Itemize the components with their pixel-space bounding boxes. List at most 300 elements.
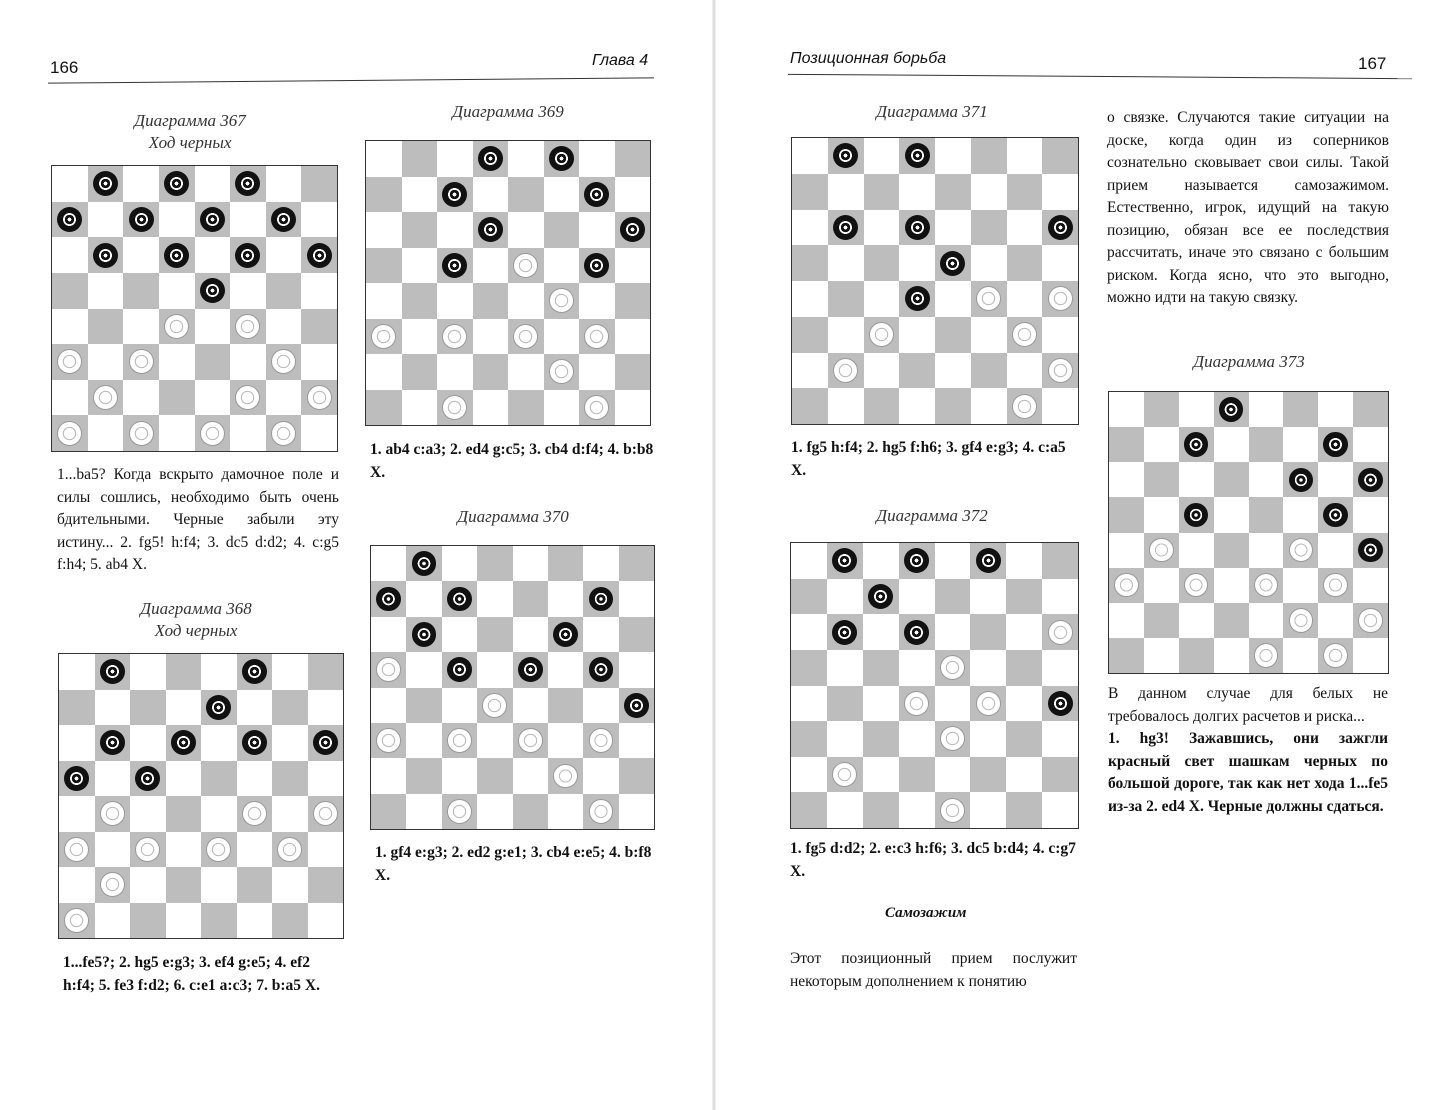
white-checker bbox=[584, 324, 609, 349]
board-square bbox=[583, 652, 618, 687]
diagram-373-caption: Диаграмма 373 bbox=[1193, 352, 1305, 371]
white-checker bbox=[1048, 620, 1073, 645]
diagram-373-intro: В данном случае для белых не требовалось долгих расчетов и риска... bbox=[1108, 685, 1388, 725]
board-square bbox=[402, 141, 438, 177]
board-square bbox=[266, 237, 302, 273]
board-square bbox=[899, 210, 935, 246]
board-square bbox=[1318, 427, 1353, 462]
board-square bbox=[88, 344, 124, 380]
white-checker bbox=[904, 691, 929, 716]
board-square bbox=[473, 141, 509, 177]
board-square bbox=[477, 546, 512, 581]
black-checker bbox=[313, 730, 338, 755]
black-checker bbox=[478, 217, 503, 242]
board-square bbox=[548, 617, 583, 652]
black-checker bbox=[235, 243, 260, 268]
black-checker bbox=[976, 548, 1001, 573]
black-checker bbox=[412, 551, 437, 576]
board-square bbox=[166, 832, 202, 868]
board-square bbox=[1283, 427, 1318, 462]
board-square bbox=[59, 867, 95, 903]
board-square bbox=[828, 353, 864, 389]
board-square bbox=[1249, 638, 1284, 673]
board-square bbox=[935, 543, 971, 579]
board-square bbox=[237, 761, 273, 797]
board-square bbox=[899, 388, 935, 424]
board-square bbox=[619, 723, 654, 758]
white-checker bbox=[869, 322, 894, 347]
board-square bbox=[863, 614, 899, 650]
white-checker bbox=[206, 837, 231, 862]
board-square bbox=[827, 721, 863, 757]
board-square bbox=[477, 794, 512, 829]
board-square bbox=[308, 867, 344, 903]
board-square bbox=[1006, 543, 1042, 579]
board-square bbox=[195, 202, 231, 238]
white-checker bbox=[271, 421, 296, 446]
board-square bbox=[579, 319, 615, 355]
board-square bbox=[301, 415, 337, 451]
board-square bbox=[1214, 603, 1249, 638]
board-square bbox=[615, 212, 651, 248]
board-square bbox=[272, 867, 308, 903]
board-square bbox=[308, 796, 344, 832]
board-square bbox=[935, 174, 971, 210]
board-square bbox=[548, 652, 583, 687]
board-square bbox=[402, 177, 438, 213]
board-square bbox=[615, 248, 651, 284]
board-square bbox=[1006, 757, 1042, 793]
board-square bbox=[230, 344, 266, 380]
board-square bbox=[1179, 497, 1214, 532]
board-square bbox=[1353, 462, 1388, 497]
board-square bbox=[615, 283, 651, 319]
board-square bbox=[513, 546, 548, 581]
board-square bbox=[548, 794, 583, 829]
board-square bbox=[828, 210, 864, 246]
board-square bbox=[366, 319, 402, 355]
white-checker bbox=[447, 799, 472, 824]
board-square bbox=[619, 546, 654, 581]
board-square bbox=[266, 380, 302, 416]
board-square bbox=[508, 212, 544, 248]
board-square bbox=[477, 723, 512, 758]
board-square bbox=[402, 319, 438, 355]
board-square bbox=[1283, 568, 1318, 603]
board-square bbox=[828, 174, 864, 210]
board-square bbox=[230, 273, 266, 309]
board-square bbox=[791, 579, 827, 615]
black-checker bbox=[164, 243, 189, 268]
board-square bbox=[406, 723, 441, 758]
board-square bbox=[1353, 568, 1388, 603]
board-square bbox=[935, 650, 971, 686]
white-checker bbox=[376, 728, 401, 753]
white-checker bbox=[482, 693, 507, 718]
board-square bbox=[130, 903, 166, 939]
board-square bbox=[1283, 462, 1318, 497]
black-checker bbox=[412, 622, 437, 647]
white-checker bbox=[442, 395, 467, 420]
black-checker bbox=[307, 243, 332, 268]
board-square bbox=[366, 283, 402, 319]
board-square bbox=[828, 317, 864, 353]
board-square bbox=[1249, 603, 1284, 638]
board-square bbox=[437, 283, 473, 319]
board-square bbox=[1318, 638, 1353, 673]
black-checker bbox=[549, 146, 574, 171]
board-square bbox=[1353, 603, 1388, 638]
header-rule-left bbox=[48, 77, 654, 83]
board-square bbox=[513, 688, 548, 723]
black-checker bbox=[242, 659, 267, 684]
board-square bbox=[406, 546, 441, 581]
board-square bbox=[970, 686, 1006, 722]
diagram-371-caption: Диаграмма 371 bbox=[876, 102, 988, 121]
board-square bbox=[1006, 650, 1042, 686]
board-square bbox=[1042, 138, 1078, 174]
board-square bbox=[52, 237, 88, 273]
black-checker bbox=[1358, 538, 1382, 563]
board-square bbox=[1109, 603, 1144, 638]
board-square bbox=[548, 688, 583, 723]
board-square bbox=[88, 273, 124, 309]
black-checker bbox=[64, 766, 89, 791]
board-square bbox=[548, 758, 583, 793]
board-square bbox=[366, 390, 402, 426]
board-square bbox=[791, 721, 827, 757]
black-checker bbox=[584, 253, 609, 278]
black-checker bbox=[135, 766, 160, 791]
board-square bbox=[1179, 462, 1214, 497]
white-checker bbox=[129, 421, 154, 446]
board-square bbox=[864, 388, 900, 424]
board-square bbox=[473, 248, 509, 284]
board-square bbox=[195, 273, 231, 309]
board-square bbox=[1249, 568, 1284, 603]
white-checker bbox=[93, 385, 118, 410]
board-square bbox=[583, 794, 618, 829]
board-square bbox=[442, 617, 477, 652]
board-square bbox=[935, 353, 971, 389]
board-square bbox=[301, 380, 337, 416]
board-square bbox=[971, 281, 1007, 317]
board-square bbox=[863, 757, 899, 793]
white-checker bbox=[371, 324, 396, 349]
black-checker bbox=[832, 620, 857, 645]
board-square bbox=[237, 690, 273, 726]
board-square bbox=[473, 283, 509, 319]
board-square bbox=[237, 832, 273, 868]
board-square bbox=[1007, 174, 1043, 210]
board-square bbox=[935, 210, 971, 246]
board-square bbox=[477, 617, 512, 652]
diagram-368-moves: 1...fe5?; 2. hg5 e:g3; 3. ef4 g:e5; 4. ef2 h:f4; 5. fe3 f:d2; 6. c:e1 a:c3; 7. b:a5 X. bbox=[63, 954, 320, 994]
board-square bbox=[935, 686, 971, 722]
board-square bbox=[1353, 638, 1388, 673]
board-square bbox=[1283, 392, 1318, 427]
diagram-368-caption: Диаграмма 368 Ход черных bbox=[140, 599, 252, 640]
board-square bbox=[935, 792, 971, 828]
diagram-372-caption: Диаграмма 372 bbox=[876, 506, 988, 525]
black-checker bbox=[57, 207, 82, 232]
white-checker bbox=[589, 799, 614, 824]
board-square bbox=[195, 309, 231, 345]
board-square bbox=[971, 353, 1007, 389]
board-square bbox=[1283, 603, 1318, 638]
black-checker bbox=[1289, 468, 1313, 493]
board-square bbox=[1042, 614, 1078, 650]
board-square bbox=[791, 757, 827, 793]
board-square bbox=[1042, 792, 1078, 828]
board-square bbox=[1249, 427, 1284, 462]
board-square bbox=[406, 758, 441, 793]
white-checker bbox=[1323, 643, 1347, 668]
board-square bbox=[544, 248, 580, 284]
board-square bbox=[899, 543, 935, 579]
white-checker bbox=[976, 286, 1001, 311]
board-square bbox=[123, 202, 159, 238]
board-square bbox=[195, 237, 231, 273]
black-checker bbox=[832, 548, 857, 573]
white-checker bbox=[549, 288, 574, 313]
board-square bbox=[508, 319, 544, 355]
diagram-369-moves: 1. ab4 c:a3; 2. ed4 g:c5; 3. cb4 d:f4; 4. b:b8 X. bbox=[370, 441, 654, 481]
board-square bbox=[619, 794, 654, 829]
black-checker bbox=[100, 730, 125, 755]
board-square bbox=[615, 177, 651, 213]
board-square bbox=[864, 353, 900, 389]
board-square bbox=[1144, 462, 1179, 497]
diagram-373-moves: 1. hg3! Зажавшись, они зажгли красный свет шашкам черных по большой дороге, так как нет хода 1...fe5 из-за 2. ed4 X. Черные должны сдаться. bbox=[1108, 730, 1388, 815]
board-square bbox=[266, 202, 302, 238]
board-square bbox=[308, 761, 344, 797]
board-square bbox=[513, 758, 548, 793]
board-square bbox=[1144, 497, 1179, 532]
board-square bbox=[442, 688, 477, 723]
board-square bbox=[508, 354, 544, 390]
board-square bbox=[935, 245, 971, 281]
white-checker bbox=[1048, 358, 1073, 383]
board-square bbox=[159, 237, 195, 273]
board-square bbox=[406, 688, 441, 723]
white-checker bbox=[1048, 286, 1073, 311]
running-title-right: Позиционная борьба bbox=[790, 50, 947, 67]
board-square bbox=[123, 309, 159, 345]
board-square bbox=[1042, 543, 1078, 579]
board-square bbox=[863, 579, 899, 615]
board-square bbox=[583, 617, 618, 652]
black-checker bbox=[868, 584, 893, 609]
board-square bbox=[366, 212, 402, 248]
board-square bbox=[544, 390, 580, 426]
board-square bbox=[477, 581, 512, 616]
board-square bbox=[272, 654, 308, 690]
board-square bbox=[508, 141, 544, 177]
board-square bbox=[1042, 174, 1078, 210]
board-square bbox=[1006, 579, 1042, 615]
page-number-left: 166 bbox=[50, 58, 79, 77]
black-checker bbox=[200, 207, 225, 232]
board-square bbox=[95, 832, 131, 868]
board-square bbox=[473, 212, 509, 248]
board-square bbox=[88, 237, 124, 273]
white-checker bbox=[1289, 608, 1313, 633]
diagram-370-moves: 1. gf4 e:g3; 2. ed2 g:e1; 3. cb4 e:e5; 4. b:f8 X. bbox=[375, 844, 652, 884]
board-square bbox=[619, 617, 654, 652]
board-square bbox=[1144, 638, 1179, 673]
board-square bbox=[237, 867, 273, 903]
board-square bbox=[579, 283, 615, 319]
board-square bbox=[88, 166, 124, 202]
board-square bbox=[1042, 721, 1078, 757]
left-page bbox=[0, 0, 714, 1110]
diagram-367-text: 1...ba5? Когда вскрыто дамочное поле и силы сошлись, необходимо быть очень бдительными. Черные забыли эту истину... 2. fg5! h:f4; 3. dc5 d:d2; 4. c:g5 f:h4; 5. ab4 X. bbox=[57, 466, 339, 573]
board-square bbox=[1249, 462, 1284, 497]
board-square bbox=[864, 210, 900, 246]
board-square bbox=[159, 273, 195, 309]
board-square bbox=[402, 283, 438, 319]
board-square bbox=[1144, 533, 1179, 568]
board-square bbox=[970, 721, 1006, 757]
board-square bbox=[828, 245, 864, 281]
board-square bbox=[1006, 792, 1042, 828]
board-square bbox=[548, 581, 583, 616]
board-square bbox=[301, 237, 337, 273]
board-square bbox=[201, 725, 237, 761]
white-checker bbox=[1114, 573, 1138, 598]
board-square bbox=[406, 581, 441, 616]
black-checker bbox=[589, 587, 614, 612]
board-square bbox=[935, 281, 971, 317]
board-square bbox=[513, 723, 548, 758]
board-square bbox=[201, 690, 237, 726]
running-title-left: Глава 4 bbox=[592, 52, 649, 69]
board-square bbox=[544, 177, 580, 213]
header-rule-right bbox=[788, 74, 1412, 79]
board-square bbox=[1006, 614, 1042, 650]
black-checker bbox=[584, 182, 609, 207]
board-square bbox=[159, 309, 195, 345]
black-checker bbox=[620, 217, 645, 242]
black-checker bbox=[271, 207, 296, 232]
board-square bbox=[1109, 462, 1144, 497]
board-square bbox=[195, 380, 231, 416]
board-square bbox=[863, 721, 899, 757]
board-square bbox=[1042, 245, 1078, 281]
board-square bbox=[130, 654, 166, 690]
board-square bbox=[371, 794, 406, 829]
board-square bbox=[266, 273, 302, 309]
board-square bbox=[792, 388, 828, 424]
board-square bbox=[95, 903, 131, 939]
board-square bbox=[95, 761, 131, 797]
board-square bbox=[508, 177, 544, 213]
board-square bbox=[863, 650, 899, 686]
white-checker bbox=[164, 314, 189, 339]
board-square bbox=[548, 546, 583, 581]
black-checker bbox=[904, 548, 929, 573]
board-square bbox=[1144, 568, 1179, 603]
board-square bbox=[371, 723, 406, 758]
white-checker bbox=[549, 359, 574, 384]
black-checker bbox=[518, 657, 543, 682]
black-checker bbox=[164, 171, 189, 196]
board-square bbox=[1179, 427, 1214, 462]
white-checker bbox=[313, 801, 338, 826]
board-square bbox=[437, 354, 473, 390]
board-square bbox=[1318, 603, 1353, 638]
board-square bbox=[1214, 533, 1249, 568]
board-square bbox=[1318, 392, 1353, 427]
white-checker bbox=[518, 728, 543, 753]
board-square bbox=[827, 614, 863, 650]
board-square bbox=[308, 832, 344, 868]
board-square bbox=[59, 761, 95, 797]
board-square bbox=[792, 281, 828, 317]
black-checker bbox=[1048, 691, 1073, 716]
white-checker bbox=[513, 324, 538, 349]
board-square bbox=[123, 273, 159, 309]
white-checker bbox=[1289, 538, 1313, 563]
board-square bbox=[1042, 579, 1078, 615]
board-square bbox=[971, 138, 1007, 174]
board-square bbox=[52, 202, 88, 238]
board-square bbox=[59, 725, 95, 761]
board-square bbox=[1144, 392, 1179, 427]
black-checker bbox=[833, 143, 858, 168]
board-square bbox=[935, 138, 971, 174]
board-square bbox=[544, 354, 580, 390]
board-square bbox=[130, 796, 166, 832]
black-checker bbox=[93, 171, 118, 196]
board-square bbox=[477, 688, 512, 723]
board-square bbox=[1109, 392, 1144, 427]
diagram-372-moves: 1. fg5 d:d2; 2. e:c3 h:f6; 3. dc5 b:d4; 4. c:g7 X. bbox=[790, 840, 1076, 880]
white-checker bbox=[442, 324, 467, 349]
board-square bbox=[88, 309, 124, 345]
board-square bbox=[583, 581, 618, 616]
board-square bbox=[201, 761, 237, 797]
diagram-367-caption: Диаграмма 367 Ход черных bbox=[134, 111, 246, 152]
board-square bbox=[1249, 533, 1284, 568]
black-checker bbox=[1323, 503, 1347, 528]
board-square bbox=[301, 273, 337, 309]
board-square bbox=[899, 614, 935, 650]
board-square bbox=[615, 319, 651, 355]
board-square bbox=[308, 654, 344, 690]
board-square bbox=[1179, 533, 1214, 568]
board-square bbox=[615, 354, 651, 390]
white-checker bbox=[1149, 538, 1173, 563]
white-checker bbox=[1323, 573, 1347, 598]
board-square bbox=[123, 415, 159, 451]
board-square bbox=[59, 796, 95, 832]
diagram-370-caption: Диаграмма 370 bbox=[457, 507, 569, 526]
board-square bbox=[437, 141, 473, 177]
board-square bbox=[88, 380, 124, 416]
board-square bbox=[123, 166, 159, 202]
white-checker bbox=[235, 385, 260, 410]
board-square bbox=[544, 212, 580, 248]
white-checker bbox=[1012, 394, 1037, 419]
board-square bbox=[544, 283, 580, 319]
board-square bbox=[1042, 388, 1078, 424]
white-checker bbox=[1358, 608, 1382, 633]
board-square bbox=[442, 546, 477, 581]
board-square bbox=[1318, 568, 1353, 603]
black-checker bbox=[447, 587, 472, 612]
